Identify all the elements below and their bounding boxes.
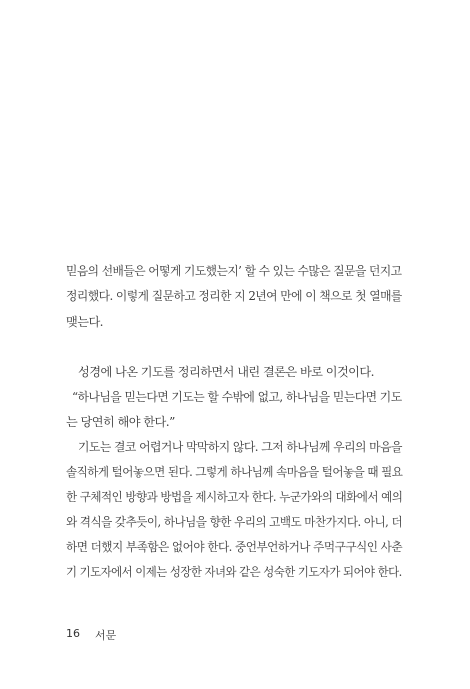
body-line: 정리했다. 이렇게 질문하고 정리한 지 2년여 만에 이 책으로 첫 열매를 bbox=[66, 289, 402, 303]
body-line: 하면 더했지 부족함은 없어야 한다. 중언부언하거나 주먹구구식인 사춘 bbox=[66, 540, 403, 554]
body-line: 솔직하게 털어놓으면 된다. 그렇게 하나님께 속마음을 털어놓을 때 필요 bbox=[66, 465, 403, 479]
body-line: 는 당연히 해야 한다.” bbox=[66, 415, 175, 429]
section-title: 서문 bbox=[95, 629, 117, 642]
body-line: 기도는 결코 어렵거나 막막하지 않다. 그저 하나님께 우리의 마음을 bbox=[78, 440, 402, 454]
page-number: 16 bbox=[66, 627, 80, 640]
body-line: 성경에 나온 기도를 정리하면서 내린 결론은 바로 이것이다. bbox=[78, 365, 374, 379]
body-line: 믿음의 선배들은 어떻게 기도했는지’ 할 수 있는 수많은 질문을 던지고 bbox=[66, 264, 402, 278]
body-line: “하나님을 믿는다면 기도는 할 수밖에 없고, 하나님을 믿는다면 기도 bbox=[72, 390, 402, 404]
body-line: 맺는다. bbox=[66, 315, 103, 329]
body-line: 기 기도자에서 이제는 성장한 자녀와 같은 성숙한 기도자가 되어야 한다. bbox=[66, 565, 402, 579]
body-line: 한 구체적인 방향과 방법을 제시하고자 한다. 누군가와의 대화에서 예의 bbox=[66, 490, 403, 504]
body-line: 와 격식을 갖추듯이, 하나님을 향한 우리의 고백도 마찬가지다. 아니, 더 bbox=[66, 515, 403, 529]
